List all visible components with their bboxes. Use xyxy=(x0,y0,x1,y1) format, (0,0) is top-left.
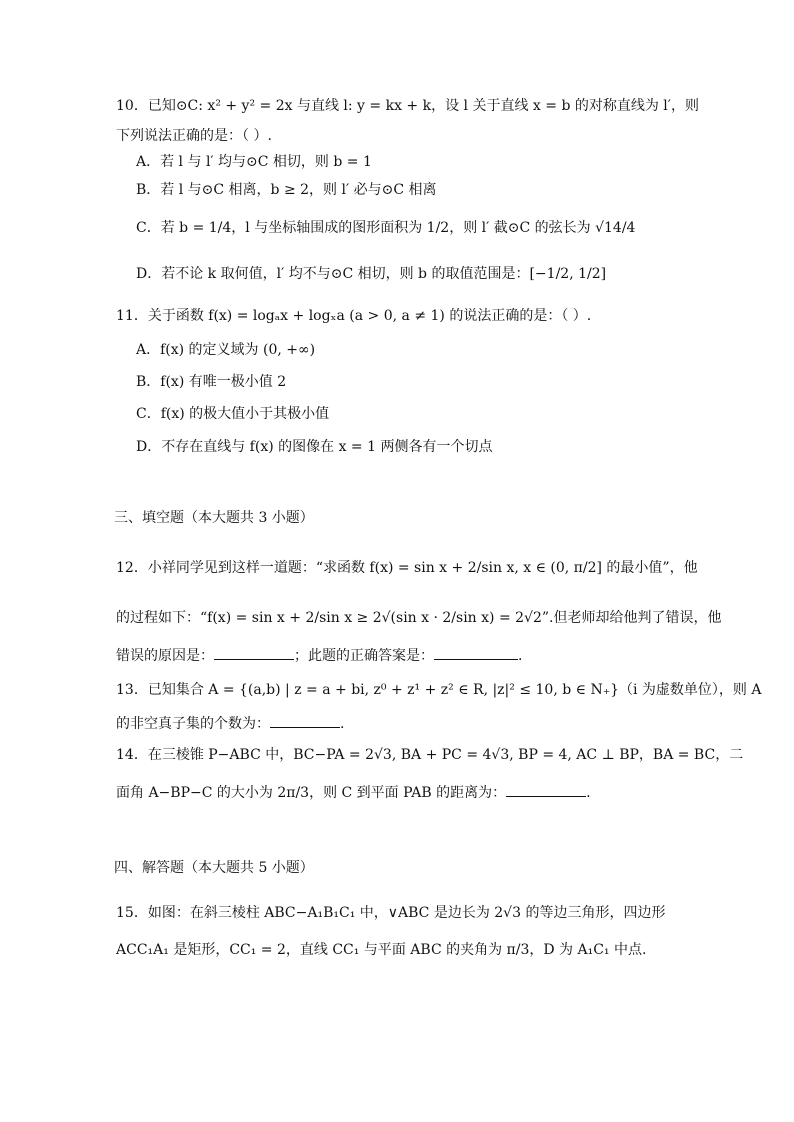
q11-option-a: A．f(x) 的定义域为 (0, +∞) xyxy=(136,342,316,358)
q14-distance-blank[interactable] xyxy=(506,782,586,797)
q11-option-b: B．f(x) 有唯一极小值 2 xyxy=(136,374,287,390)
q14-stem-line1: 14．在三棱锥 P−ABC 中，BC−PA = 2√3, BA + PC = 4√3, BP = 4, AC ⊥ BP，BA = BC，二 xyxy=(116,747,744,763)
section-heading-fill-in: 三、填空题（本大题共 3 小题） xyxy=(114,510,314,526)
q12-stem-line1: 12．小祥同学见到这样一道题：“求函数 f(x) = sin x + 2/sin x, x ∈ (0, π/2] 的最小值”，他 xyxy=(116,560,698,576)
q13-count-blank[interactable] xyxy=(270,713,340,728)
q11-option-c: C．f(x) 的极大值小于其极小值 xyxy=(136,406,330,422)
q14-stem-line2: 面角 A−BP−C 的大小为 2π/3，则 C 到平面 PAB 的距离为： . xyxy=(116,782,591,803)
q10-option-d: D．若不论 k 取何值，l′ 均不与⊙C 相切，则 b 的取值范围是：[−1/2, 1/2] xyxy=(136,266,607,282)
q12-reason-label: 错误的原因是： xyxy=(116,648,214,664)
q10-option-b: B．若 l 与⊙C 相离，b ≥ 2，则 l′ 必与⊙C 相离 xyxy=(136,182,437,198)
q12-reason-blank[interactable] xyxy=(214,645,294,660)
q15-stem-line1: 15．如图：在斜三棱柱 ABC−A₁B₁C₁ 中，∨ABC 是边长为 2√3 的等边三角形，四边形 xyxy=(116,905,666,921)
q11-stem: 11．关于函数 f(x) = logₐx + logₓa (a > 0, a ≠ 1) 的说法正确的是：（ ）. xyxy=(116,308,592,324)
q12-answer-blank[interactable] xyxy=(434,645,518,660)
q14-distance-label: 面角 A−BP−C 的大小为 2π/3，则 C 到平面 PAB 的距离为： xyxy=(116,785,507,801)
q13-stem-line1: 13．已知集合 A = {(a,b) | z = a + bi, z⁰ + z¹ + z² ∈ R, |z|² ≤ 10, b ∈ N₊}（i 为虚数单位），则 A xyxy=(116,682,762,698)
q10-stem-line2: 下列说法正确的是：（ ）. xyxy=(116,128,272,144)
q12-stem-line2: 的过程如下：“f(x) = sin x + 2/sin x ≥ 2√(sin x · 2/sin x) = 2√2”.但老师却给他判了错误，他 xyxy=(116,610,722,626)
q10-option-c: C．若 b = 1/4，l 与坐标轴围成的图形面积为 1/2，则 l′ 截⊙C 的弦长为 √14/4 xyxy=(136,220,636,236)
q10-option-a: A．若 l 与 l′ 均与⊙C 相切，则 b = 1 xyxy=(136,154,372,170)
q12-answer-label: ；此题的正确答案是： xyxy=(294,648,434,664)
section-heading-solutions: 四、解答题（本大题共 5 小题） xyxy=(114,860,314,876)
q13-stem-line2: 的非空真子集的个数为： . xyxy=(116,713,344,734)
q12-stem-line3: 错误的原因是： ；此题的正确答案是： . xyxy=(116,645,522,666)
q15-stem-line2: ACC₁A₁ 是矩形，CC₁ = 2，直线 CC₁ 与平面 ABC 的夹角为 π/3，D 为 A₁C₁ 中点. xyxy=(116,942,647,958)
q11-option-d: D．不存在直线与 f(x) 的图像在 x = 1 两侧各有一个切点 xyxy=(136,439,493,455)
q13-count-label: 的非空真子集的个数为： xyxy=(116,716,270,732)
q10-stem-line1: 10．已知⊙C: x² + y² = 2x 与直线 l: y = kx + k，设 l 关于直线 x = b 的对称直线为 l′，则 xyxy=(116,98,699,114)
